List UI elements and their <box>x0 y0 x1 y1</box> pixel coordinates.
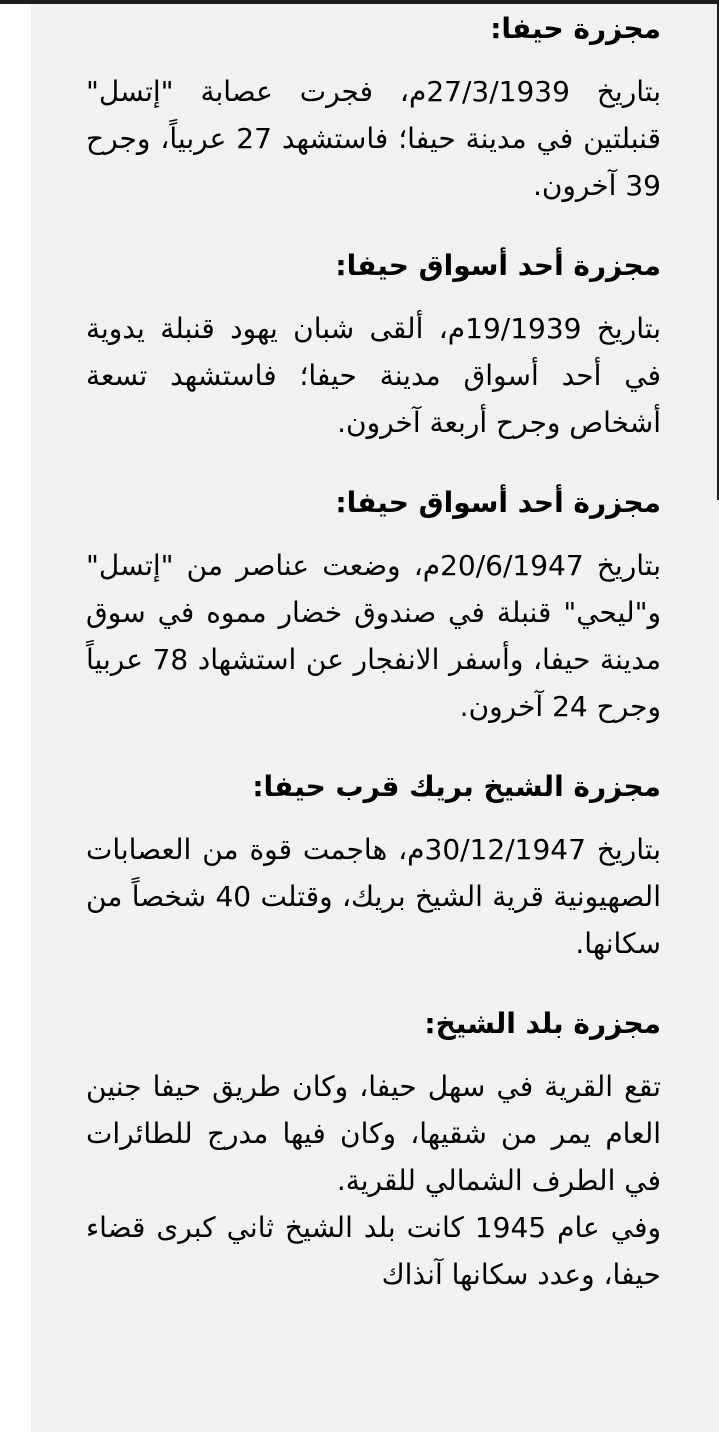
article-section-haifa-massacre <box>86 12 661 209</box>
section-paragraph: بتاريخ 27/3/1939م، فجرت عصابة "إتسل" قنبلتين في مدينة حيفا؛ فاستشهد 27 عربياً، وجرح 39 آخرون. <box>86 75 662 202</box>
section-heading: مجزرة حيفا: <box>490 12 661 45</box>
left-gutter <box>0 4 31 1432</box>
section-paragraph: بتاريخ 20/6/1947م، وضعت عناصر من "إتسل" و"ليحي" قنبلة في صندوق خضار مموه في سوق مدينة حيفا، وأسفر الانفجار عن استشهاد 78 عربياً وجرح 24 آخرون. <box>86 549 662 723</box>
article-section-haifa-market-massacre-2 <box>86 486 661 730</box>
article-content <box>31 4 719 1432</box>
top-bar <box>0 0 719 4</box>
section-heading: مجزرة الشيخ بريك قرب حيفا: <box>252 770 661 803</box>
section-heading: مجزرة بلد الشيخ: <box>424 1007 661 1040</box>
section-heading: مجزرة أحد أسواق حيفا: <box>335 249 661 282</box>
article-section-sheikh-brik-massacre <box>86 770 661 967</box>
section-heading: مجزرة أحد أسواق حيفا: <box>335 486 661 519</box>
section-paragraph: بتاريخ 19/1939م، ألقى شبان يهود قنبلة يدوية في أحد أسواق مدينة حيفا؛ فاستشهد تسعة أشخاص وجرح أربعة آخرون. <box>86 312 661 439</box>
article-section-haifa-market-massacre-1 <box>86 249 661 446</box>
article-section-balad-al-sheikh-massacre <box>86 1007 661 1298</box>
section-paragraph: تقع القرية في سهل حيفا، وكان طريق حيفا جنين العام يمر من شقيها، وكان فيها مدرج للطائرات في الطرف الشمالي للقرية. <box>86 1070 661 1197</box>
section-paragraph: بتاريخ 30/12/1947م، هاجمت قوة من العصابات الصهيونية قرية الشيخ بريك، وقتلت 40 شخصاً من سكانها. <box>86 833 661 960</box>
section-paragraph: وفي عام 1945 كانت بلد الشيخ ثاني كبرى قضاء حيفا، وعدد سكانها آنذاك <box>86 1211 661 1291</box>
